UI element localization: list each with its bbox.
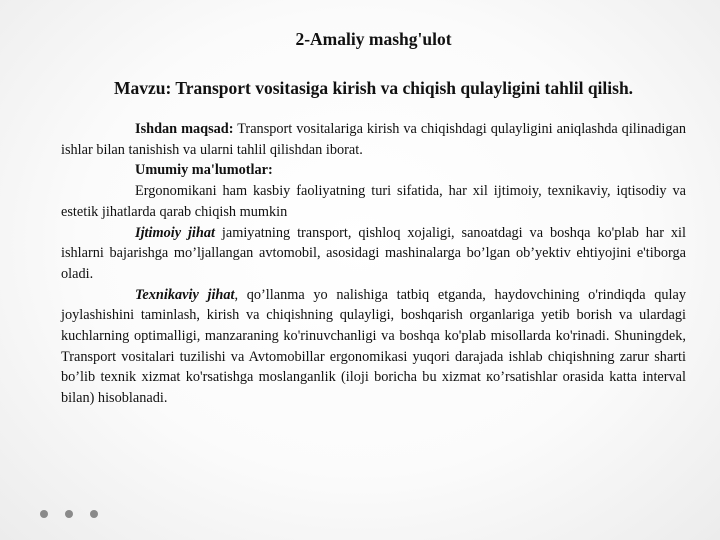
page-title: 2-Amaliy mashg'ulot: [295, 29, 452, 49]
social-paragraph: [61, 223, 686, 285]
technical-paragraph: [61, 285, 686, 409]
body-text: [61, 119, 686, 409]
ergonomics-paragraph: Ergonomikani ham kasbiy faoliyatning turi sifatida, har xil ijtimoiy, texnikaviy, iqtisodiy va estetik jihatlarda qarab chiqish mumkin: [61, 183, 686, 220]
social-label: Ijtimoiy jihat: [135, 224, 215, 241]
topic-heading: Mavzu: Transport vositasiga kirish va chiqish qulayligini tahlil qilish.: [113, 78, 634, 98]
technical-text: , qo’llanma yo nalishiga tatbiq etganda, haydovchining o'rindiqda qulay joylashishini taminlash, kirish va chiqishning qulayligi, boshqarish organlariga yetib borish va ulardagi kuchlarning optimalligi, manzaraning ko'rinuvchanligi va boshqa ko'plab misollarda ko'rinadi. Shuningdek, Transport vositalari tuzilishi va Avtomobillar ergonomikasi yuqori darajada ishlab chiqishning zarur sharti bo’lib texnik xizmat ko'rsatishga moslanganlik (iloji boricha bu xizmat кo’rsatishlar orasida katta interval bilan) hisoblanadi.: [61, 286, 686, 407]
general-heading-text: Umumiy ma'lumotlar:: [135, 162, 273, 179]
slide-content: [61, 28, 686, 409]
nav-dot-icon: [40, 510, 48, 518]
social-text: jamiyatning transport, qishloq xojaligi, sanoatdagi va boshqa ko'plab har xil ishlarni bajarishga mo’ljallangan avtomobil, asosidagi mashinalarga bo’lgan ob’yektiv ehtiyojini e'tiborga oladi.: [61, 224, 686, 282]
goal-label: Ishdan maqsad:: [135, 121, 234, 137]
general-heading: [61, 160, 686, 181]
technical-label: Texnikaviy jihat: [135, 286, 235, 303]
goal-paragraph: [61, 119, 686, 160]
nav-dot-icon: [90, 510, 98, 518]
nav-dot-icon: [65, 510, 73, 518]
goal-text: Transport vositalariga kirish va chiqishdagi qulayligini aniqlashda qilinadigan ishlar bilan tanishish va ularni tahlil qilishdan iborat.: [61, 121, 686, 158]
